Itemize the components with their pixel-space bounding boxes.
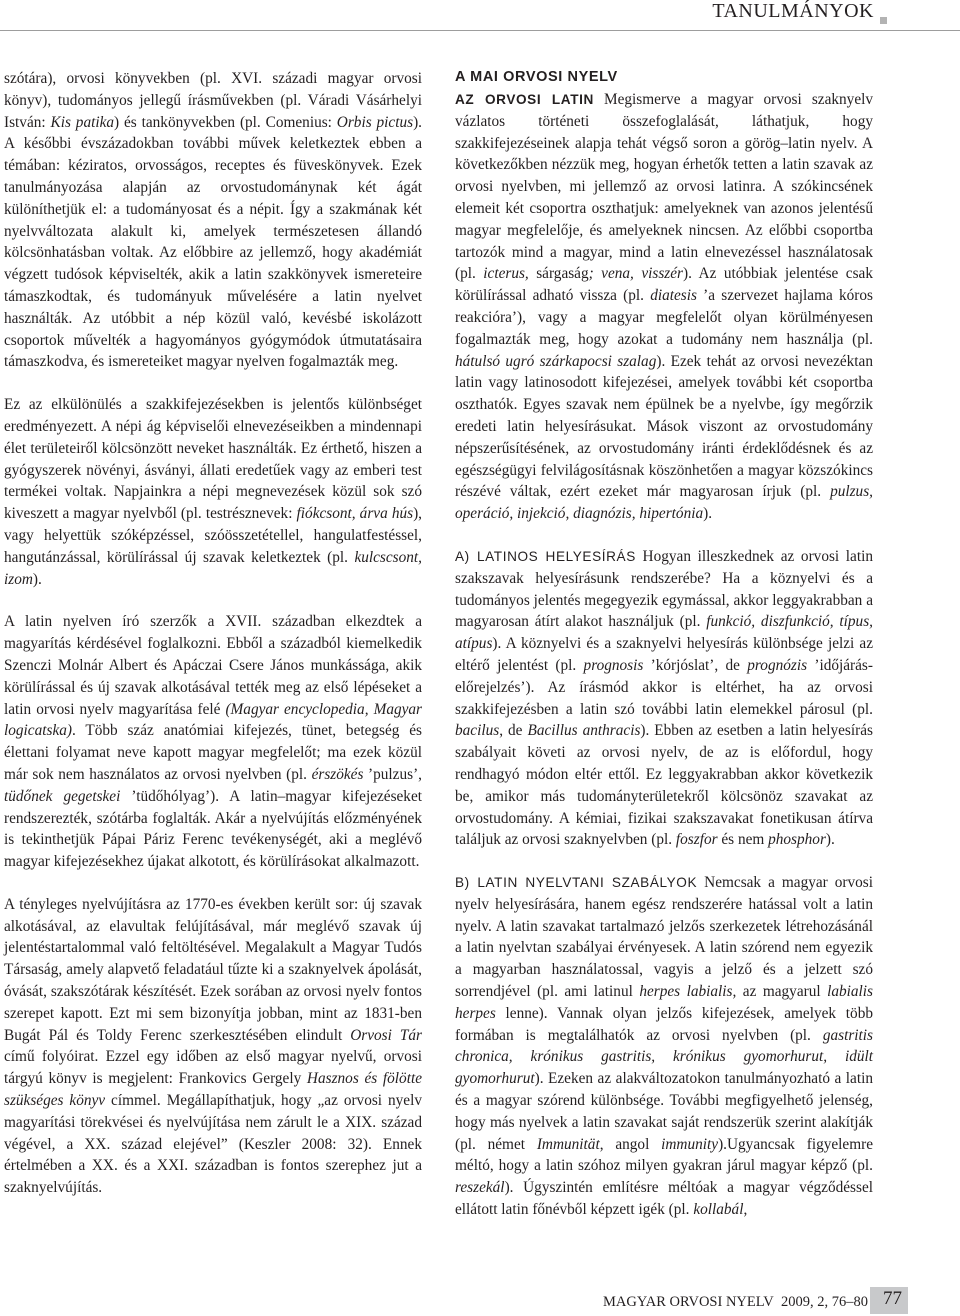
text-run: ). A köznyelvi és a szaknyelvi helyesírás különbsége jelzi az eltérő jelentést (pl. [455,635,873,674]
text-run: ). [825,831,835,849]
text-run: ). [703,505,713,523]
right-paragraph-2 [455,546,873,851]
section-title: A MAI ORVOSI NYELV [455,69,618,85]
italic-term: kulcscsont, izom [4,548,422,588]
subsection-heading-latinos-helyesiras: A) LATINOS HELYESÍRÁS [455,548,636,564]
italic-term: pulzus, operáció, injekció, diagnózis, hipertónia [455,483,873,523]
text-run: ). A későbbi évszázadokban további művek keletkeztek ebben a témában: kéziratos, orvosságos, receptes és füveskönyvek. Ezek tanulmányozása alapján az orvostudománynak két ágát különíthetjük el: a tudományosat és a népit. Így a szakmának két nyelvváltozata alakult ki, amelyek természetesen állandó kölcsönhatásban voltak. Az előbbire az jellemző, hogy akadémiát végzett tudósok képviselték, akik a latin szakkönyvek ismereteire támaszkodtak, és tudományuk művelésére a latin nyelvet használták. Az utóbbit a nép közül való, kevésbé iskolázott csoportok művelték a hagyományos gyógymódok útmutatásaira támaszkodva, és ismereteiket magyar nyelven fogalmazták meg. [4,113,422,371]
text-run: , angol [599,1135,662,1153]
left-paragraph-4 [4,894,422,1199]
italic-term: Bacillus anthracis [527,722,641,740]
text-run: A tényleges nyelvújításra az 1770-es években került sor: új szavak alkotásával, az elavultak felújításával, már meglévő szavak új jelentéstartalommal való feltöltésével. Megalakult a Magyar Tudós Társaság, amely alapvető feladatául tűzte ki a szaknyelvek ápolását, óvását, szakszótárak készítését. Ezek sorában az orvosi nyelv fontos szerepet kapott. Ezt mi sem bizonyítja jobban, mint az 1831-ben Bugát Pál és Toldy Ferenc szerkesztésében elindult [4,895,422,1044]
text-run: ), vagy helyettük szóképzéssel, szóösszetétellel, hangulatfestéssel, hangutánzással, körülírással új szavak keletkeztek (pl. [4,505,422,566]
right-column [455,68,873,1221]
journal-name: MAGYAR ORVOSI NYELV [603,1294,774,1310]
italic-term: tüdőnek gegetskei [4,787,121,805]
text-run: szótára), orvosi könyvekben (pl. XVI. századi magyar orvosi könyv), tudományos jellegű írásművekben (pl. Váradi Vásárhelyi István: [4,70,422,131]
italic-term: gastritis chronica, krónikus gastritis, krónikus gyomorhurut, idült gyomorhurut [455,1026,873,1088]
italic-term: prognózis [747,656,808,674]
text-run: címmel. Megállapíthatjuk, hogy „az orvosi nyelv magyarítási törekvései és nyelvújítása nem zárult le a XIX. század végével, a XX. század elejével” (Keszler 2008: 32). Ennek értelmében a XX. és a XXI. században is fontos szerephez jut a szaknyelvújítás. [4,1092,422,1197]
text-run: Ez az elkülönülés a szakkifejezésekben is jelentős különbséget eredményezett. A népi ág képviselői elnevezéseikben a mindennapi élet területeiről kölcsönzött neveket használták. Ez érthető, hiszen a gyógyszerek növényi, ásványi, állati eredetűek vagy az emberi test termékei voltak. Napjainkra a népi megnevezések közül sok szó kiveszett a magyar nyelvből (pl. testrésznevek: [4,396,422,523]
left-paragraph-2 [4,394,422,590]
italic-title: Orbis pictus [336,113,414,131]
italic-term: diatesis [650,287,697,305]
italic-term: labialis herpes [455,983,873,1022]
page-footer [0,1280,960,1316]
text-run: ). Úgyszintén említésre méltóak a magyar végződéssel ellátott latin főnévből képzett igék (pl. [455,1179,873,1219]
italic-title: Orvosi Tár [350,1026,422,1044]
right-paragraph-3 [455,872,873,1221]
italic-term: kollabál [693,1201,744,1219]
left-column [4,68,422,1199]
text-run: ). Az utóbbiak jelentése csak körülírással adható vissza (pl. [455,265,873,305]
italic-title: Kis patika [50,113,115,131]
text-run: ). Ebben az esetben a latin helyesírás szabályait követi az orvosi nyelv, de az is előfordul, hogy rendhagyó módon eltér ettől. Ez leggyakrabban akkor következik be, amikor más tudományterületekről kölcsönöz szavakat az orvostudomány. A kémiai, fizikai szakszavakat fonetikusan átírva találjuk az orvosi szaknyelvben (pl. [455,722,873,849]
subsection-heading-latin-nyelvtani-szabalyok: B) LATIN NYELVTANI SZABÁLYOK [455,875,698,891]
italic-term: Immunität [536,1135,600,1153]
text-run: , de [499,722,528,740]
italic-term: prognosis [583,656,644,674]
text-run: Hogyan illeszkednek az orvosi latin szakszavak helyesírásunk rendszerébe? Ha a köznyelvi és a tudományos jelentés megegyezik egymással, akkor leggyakrabban a magyarosan átírt alakot használjuk (pl. [455,547,873,631]
text-run: és nem [717,831,769,849]
text-run: ). Ezeken az alakváltozatokon tanulmányozható a latin és a magyar szórend különbsége. További megfigyelhető jelenség, hogy más nyelvek a latin szavakat saját rendszerük szerint alakítják (pl. német [455,1070,873,1153]
issue-info: 2009, 2, 76–80 [781,1294,868,1310]
text-run: ). [32,570,42,588]
text-run: ’a szervezet hajlama kóros reakcióra’), vagy a magyar megfelelőt olyan körülményesen fogalmazták meg, hogy azokat a tudomány nem használja (pl. [455,287,873,348]
italic-title: (Magyar encyclopedia, Magyar logicatska) [4,700,423,740]
italic-term: bacilus [455,722,500,740]
text-run: ). Ezek tehát az orvosi nevezéktan latin vagy latinosodott kifejezései, amelyek további két csoportba oszthatók. Egyes szavak nem épülnek be a nyelvbe, így megőrzik eredeti latin helyesírásukat. Mások viszont az orvostudomány népszerűsítésének, az orvostudomány iránti érdeklődésnek és az egészségügyi felvilágosításnak köszönhetően a magyar közszókincs részévé váltak, ezért ezeket már magyarosan írjuk (pl. [455,352,873,501]
subsection-heading-orvosi-latin: AZ ORVOSI LATIN [455,92,594,107]
italic-term: immunity [661,1135,719,1153]
text-run: lenne). Vannak olyan jelzős kifejezések, amelyek több formában is megtalálhatók az orvosi nyelvben (pl. [455,1004,873,1044]
running-head: TANULMÁNYOK [712,0,874,22]
text-run: ’időjárás-előrejelzés’). Az írásmód akkor is eltérhet, ha az orvosi szakkifejezésben a latin szó további latin elemekkel párosul (pl. [455,656,873,718]
italic-term: hátulsó ugró szárkapocsi szalag [455,352,657,370]
text-run: sárgaság [528,265,589,283]
text-run: Nemcsak a magyar orvosi nyelv helyesírására, hanem egész rendszerére hatással volt a latin nyelv. A latin szavakat tartalmazó jelzős szerkezetek létrehozásánál a latin nyelvtan szabályai érvényesek. A latin szórend nem egyezik a magyarban használatossal, vagyis a jelző és a jelzett szó sorrendjével (pl. ami latinul [455,874,874,1001]
text-run: ’pulzus’, [363,765,422,783]
header-square-ornament [880,17,887,24]
italic-term: foszfor [675,831,718,849]
text-run: Megismerve a magyar orvosi szaknyelv vázlatos történeti összefoglalását, láthatjuk, hogy szakkifejezéseinek alapja tehát végső soron a görög–latin nyelv. A következőkben nézzük meg, hogyan érhetők tetten a latin szavak az orvosi nyelvben, mi jellemző az orvosi latinra. A szókincsének elemeit két csoportra oszthatjuk: amelyeknek van azonos jelentésű magyar megfelelője, és amelyeknek nincsen. Az előbbi csoportba tartozók mind a magyar, mind a latin elnevezéssel használatosak (pl. [455,91,874,283]
italic-term: ; vena, visszér [588,265,683,283]
text-run: ).Ugyancsak figyelemre méltó, hogy a latin szóhoz milyen gyakran járul magyar képző (pl. [455,1135,873,1175]
text-run: ) és tankönyvekben (pl. Comenius: [114,113,337,131]
italic-term: fiókcsont, árva hús [296,505,414,523]
italic-term: herpes labialis, [639,983,737,1001]
italic-term: érszökés [311,765,364,783]
page-number: 77 [883,1288,902,1309]
left-paragraph-1 [4,68,422,373]
footer-citation [603,1294,868,1311]
italic-term: funkció, diszfunkció, típus, atípus [455,613,873,653]
italic-term: phosphor [768,831,826,849]
header-rule [0,30,960,31]
italic-title: Hasznos és fölötte szükséges könyv [4,1070,422,1110]
italic-term: reszekál [455,1179,505,1197]
text-run: ’kórjóslat’, de [643,656,748,674]
italic-term: icterus, [483,265,529,283]
left-paragraph-3 [4,611,422,873]
text-run: , [743,1201,748,1219]
text-run: A latin nyelven író szerzők a XVII. században elkezdtek a magyarítás kérdésével foglalkozni. Ebből a századból kiemelkedik Szenczi Molnár Albert és Apáczai Csere János munkássága, akik körülírással és új szavak alkotásával tették meg az első lépéseket a latin orvosi nyelv magyarítása felé [4,613,422,718]
text-run: című folyóirat. Ezzel egy időben az első magyar nyelvű, orvosi tárgyú könyv is megjelent: Frankovics Gergely [4,1048,422,1088]
text-run: ’tüdőhólyag’). A latin–magyar kifejezéseket rendszerezték, szótárba foglalták. Akár a nyelvújítás előzményének is tekinthetjük Pápai Páriz Ferenc tevékenységét, aki a meglévő magyar kifejezésekhez újakat alkotott, és körülírásokat alkalmazott. [4,787,422,871]
right-paragraph-1 [455,68,873,525]
text-run: az magyarul [736,983,828,1001]
text-run: . Több száz anatómiai kifejezés, tünet, betegség és élettani folyamat neve kapott magyar megfelelőt; ma ezek közül már sok nem használatos az orvosi nyelvben (pl. [4,722,422,783]
